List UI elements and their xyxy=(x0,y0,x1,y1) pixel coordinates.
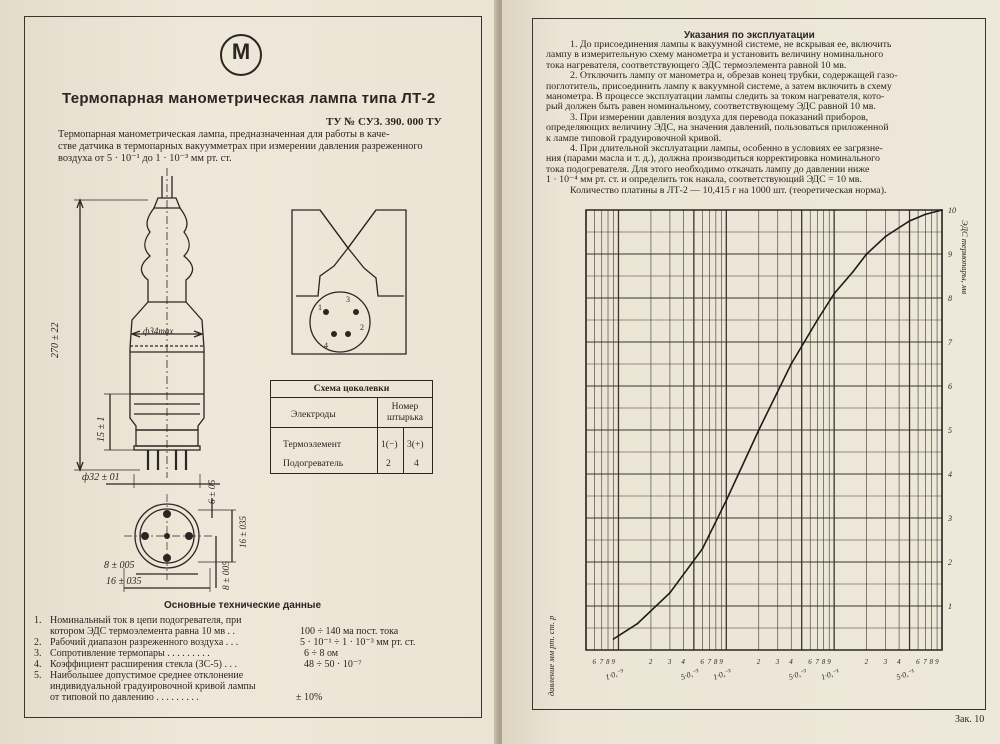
instruction-line: тока нагревателя, соответствующего ЭДС термоэлемента равной 10 мв. xyxy=(546,59,847,71)
x-minor-tick-label: 3 xyxy=(775,658,780,666)
x-minor-tick-label: 2 xyxy=(648,658,653,666)
spec-item-4-value: 48 ÷ 50 · 10⁻⁷ xyxy=(304,659,362,670)
dim-pin-circle: 16 ± 035 xyxy=(238,516,248,548)
specs-title: Основные технические данные xyxy=(164,600,322,611)
x-minor-tick-label: 3 xyxy=(667,658,672,666)
dim-pin-spacing-h: 8 ± 005 xyxy=(104,560,135,571)
curve-point xyxy=(669,592,671,594)
curve-point xyxy=(725,500,727,502)
socket-pin-1: 1 xyxy=(318,303,322,312)
x-axis-label: давление мм рт. ст. p xyxy=(546,615,556,696)
x-minor-tick-label: 7 xyxy=(815,658,819,666)
x-minor-tick-label: 8 xyxy=(821,658,826,666)
curve-point xyxy=(833,293,835,295)
instruction-line: поглотитель, присоединить лампу к вакуумной системе, а затем включить в схему xyxy=(546,80,892,92)
y-tick-label: 1 xyxy=(948,602,952,611)
spec-item-1-line: Номинальный ток в цепи подогревателя, при xyxy=(50,615,242,626)
instruction-line: рый должен быть равен номинальному, соответствующему ЭДС равной 10 мв. xyxy=(546,101,876,113)
spec-item-5-num: 5. xyxy=(34,670,42,681)
instruction-line: 1. До присоединения лампы к вакуумной системе, не вскрывая ее, включить xyxy=(570,39,892,50)
dim-pin-length: 6 ± 05 xyxy=(208,479,218,504)
instruction-line: манометра. В процессе эксплуатации лампы следить за током нагревателя, кото- xyxy=(546,91,885,103)
pinout-row-pin: 1(−) xyxy=(381,439,398,450)
intro-paragraph xyxy=(58,129,450,165)
intro-line: стве датчика в термопарных вакуумметрах при измерении давления разреженного xyxy=(58,141,423,152)
x-tick-label: 5·0,⁻³ xyxy=(679,667,701,682)
instructions-title: Указания по эксплуатации xyxy=(684,30,815,41)
x-tick-label: 5·0,⁻¹ xyxy=(895,667,916,682)
pinout-row-pin: 4 xyxy=(414,458,419,469)
curve-point xyxy=(817,319,819,321)
logo-letter: М xyxy=(231,39,251,64)
dim-bulb-diameter: ф34max xyxy=(143,326,174,336)
instructions-text xyxy=(546,40,960,196)
x-minor-tick-label: 6 xyxy=(700,658,704,666)
spec-item-5-value: ± 10% xyxy=(296,692,323,703)
x-minor-tick-label: 2 xyxy=(864,658,869,666)
tu-number: ТУ № СУЗ. 390. 000 ТУ xyxy=(326,116,442,128)
pinout-row-name: Подогреватель xyxy=(283,458,344,469)
lamp-drawing xyxy=(40,168,270,598)
pinout-row-name: Термоэлемент xyxy=(283,439,342,450)
spec-item-5-line: индивидуальной градуировочной кривой лампы xyxy=(50,681,256,692)
x-minor-tick-label: 9 xyxy=(611,658,616,666)
dim-pin-spacing-v: 8 ± 005 xyxy=(222,561,232,590)
curve-point xyxy=(758,429,760,431)
manufacturer-logo xyxy=(220,34,262,76)
spec-item-4-line: Коэффициент расширения стекла (ЗС-5) . . . xyxy=(50,659,238,670)
x-tick-label: 1·0,⁻² xyxy=(711,667,733,682)
curve-point xyxy=(885,236,887,238)
pinout-row-pin: 3(+) xyxy=(407,439,424,450)
pinout-col-pin: Номер штырька xyxy=(387,401,423,423)
x-minor-tick-label: 6 xyxy=(916,658,920,666)
spec-item-2-line: Рабочий диапазон разреженного воздуха . . . xyxy=(50,637,239,648)
spec-item-3-value: 6 ÷ 8 ом xyxy=(304,648,339,659)
spec-item-2-num: 2. xyxy=(34,637,42,648)
instruction-line: лампу в измерительную схему манометра и установить величину номинального xyxy=(546,49,884,61)
curve-point xyxy=(613,638,615,640)
dim-base-length: 15 ± 1 xyxy=(96,416,107,442)
instruction-line: ния (парами масла и т. д.), должна производиться корректировка номинального xyxy=(546,153,880,165)
x-minor-tick-label: 8 xyxy=(713,658,718,666)
x-minor-tick-label: 6 xyxy=(808,658,812,666)
socket-pin-3: 3 xyxy=(346,295,350,304)
instruction-line: к лампе типовой градуировочной кривой. xyxy=(546,132,722,144)
y-tick-label: 8 xyxy=(948,294,952,303)
socket-pin-2: 2 xyxy=(360,323,364,332)
x-minor-tick-label: 4 xyxy=(789,658,793,666)
y-tick-label: 10 xyxy=(948,206,956,215)
x-minor-tick-label: 8 xyxy=(929,658,934,666)
calibration-chart xyxy=(540,200,980,700)
x-minor-tick-label: 7 xyxy=(599,658,604,666)
document-title: Термопарная манометрическая лампа типа ЛТ-2 xyxy=(62,90,436,107)
pinout-col-electrodes: Электроды xyxy=(291,409,336,420)
instruction-line: 3. При измерении давления воздуха для перевода показаний приборов, xyxy=(570,111,869,123)
spec-item-5-line: Наибольшее допустимое среднее отклонение xyxy=(50,670,244,681)
curve-point xyxy=(909,220,911,222)
x-minor-tick-label: 3 xyxy=(883,658,888,666)
spec-item-1-value: 100 ÷ 140 ма пост. тока xyxy=(300,626,399,637)
x-minor-tick-label: 8 xyxy=(606,658,610,666)
x-minor-tick-label: 9 xyxy=(935,658,939,666)
curve-point xyxy=(701,548,703,550)
spec-item-3-num: 3. xyxy=(34,648,42,659)
x-minor-tick-label: 7 xyxy=(923,658,927,666)
y-tick-label: 4 xyxy=(948,470,952,479)
dim-pin-spacing-w: 16 ± 035 xyxy=(106,576,142,587)
y-tick-label: 2 xyxy=(948,558,952,567)
curve-point xyxy=(852,271,854,273)
x-minor-tick-label: 6 xyxy=(592,658,597,666)
spec-item-4-num: 4. xyxy=(34,659,42,670)
y-tick-label: 6 xyxy=(948,382,952,391)
y-tick-label: 3 xyxy=(948,514,952,523)
pinout-row-pin: 2 xyxy=(386,458,391,469)
spec-item-2-value: 5 · 10⁻¹ ÷ 1 · 10⁻³ мм рт. ст. xyxy=(300,637,416,648)
curve-point xyxy=(637,623,639,625)
spec-item-1-num: 1. xyxy=(34,615,42,626)
curve-point xyxy=(924,214,926,216)
socket-pin-4: 4 xyxy=(324,341,328,350)
spec-item-3-line: Сопротивление термопары . . . . . . . . . xyxy=(50,648,210,659)
dim-height-total: 270 ± 22 xyxy=(50,322,61,358)
left-page xyxy=(0,0,498,744)
instruction-line: тока подогревателя. Для этого необходимо откачать лампу до давлении ниже xyxy=(546,163,870,175)
pinout-table-caption: Схема цоколевки xyxy=(313,383,390,394)
x-minor-tick-label: 9 xyxy=(719,658,723,666)
spec-item-1-line: котором ЭДС термоэлемента равна 10 мв . . xyxy=(50,626,236,637)
x-tick-label: 1·0,⁻³ xyxy=(604,667,625,682)
x-tick-label: 5·0,⁻² xyxy=(787,667,808,682)
page-number: Зак. 10 xyxy=(955,714,985,725)
spec-item-5-line: от типовой по давлению . . . . . . . . . xyxy=(50,692,199,703)
pinout-table xyxy=(270,380,433,474)
x-minor-tick-label: 2 xyxy=(756,658,761,666)
y-tick-label: 5 xyxy=(948,426,952,435)
curve-point xyxy=(941,209,943,211)
curve-point xyxy=(790,363,792,365)
curve-point xyxy=(866,253,868,255)
dim-base-diameter: ф32 ± 01 xyxy=(82,472,120,483)
intro-line: Термопарная манометрическая лампа, предназначенная для работы в каче- xyxy=(58,129,390,140)
instruction-line: 4. При длительной эксплуатации лампы, особенно в условиях ее загрязне- xyxy=(570,143,883,155)
socket-schematic xyxy=(290,206,410,356)
intro-line: воздуха от 5 · 10⁻¹ до 1 · 10⁻³ мм рт. ст. xyxy=(58,153,232,164)
x-minor-tick-label: 4 xyxy=(681,658,685,666)
x-minor-tick-label: 4 xyxy=(897,658,901,666)
x-minor-tick-label: 9 xyxy=(827,658,831,666)
y-tick-label: 7 xyxy=(948,338,952,347)
instruction-line: 2. Отключить лампу от манометра и, обрезав конец трубки, содержащей газо- xyxy=(570,70,898,82)
y-tick-label: 9 xyxy=(948,250,952,259)
instruction-line: Количество платины в ЛТ-2 — 10,415 г на 1000 шт. (теоретическая норма). xyxy=(570,184,887,196)
instruction-line: определяющих величину ЭДС, на значения давлений, пользоваться приложенной xyxy=(546,122,889,134)
instruction-line: 1 · 10⁻⁴ мм рт. ст. и определить ток накала, соответствующий ЭДС = 10 мв. xyxy=(546,174,862,186)
x-minor-tick-label: 7 xyxy=(707,658,712,666)
x-tick-label: 1·0,⁻¹ xyxy=(819,667,841,682)
y-axis-label: ЭДС термопары, мв xyxy=(960,220,970,295)
